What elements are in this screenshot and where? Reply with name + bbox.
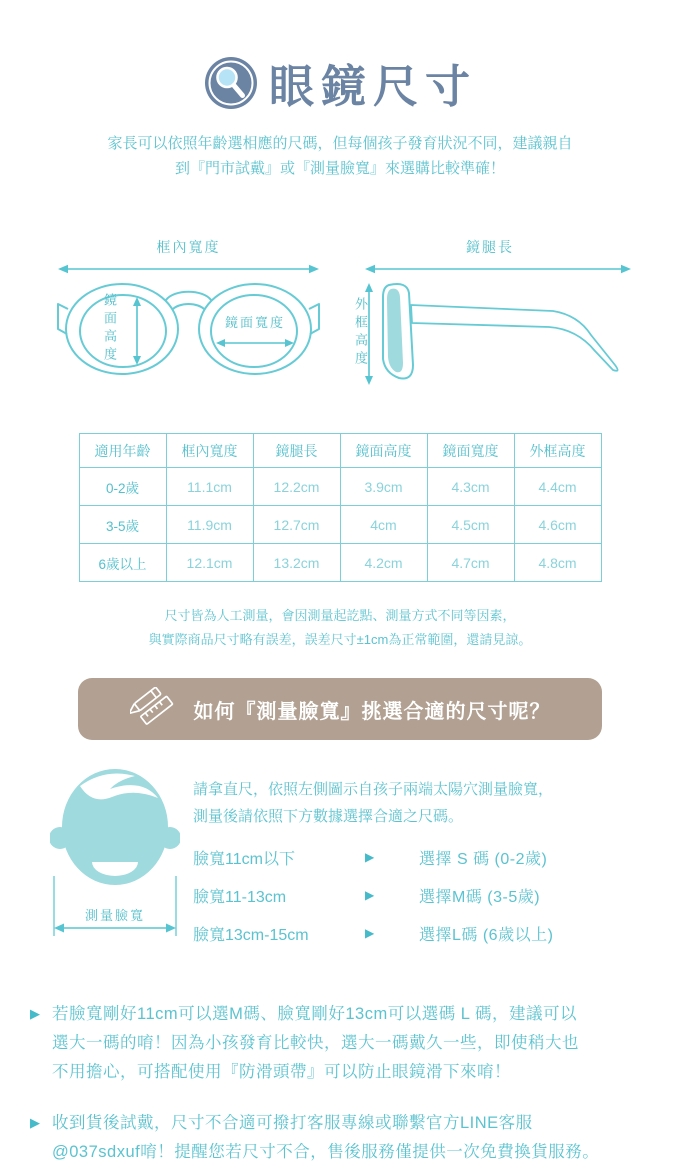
lens-width-label: 鏡面寬度 xyxy=(224,315,286,330)
arrowhead-left xyxy=(365,265,375,273)
instruction xyxy=(193,776,553,830)
how-to-banner xyxy=(78,678,602,740)
note-item xyxy=(30,1109,656,1167)
table-row xyxy=(79,544,601,582)
note-line: 選大一碼的唷！因為小孩發育比較快，選大一碼戴久一些，即使稍大也 xyxy=(52,1034,579,1052)
measure-section xyxy=(0,764,680,952)
measure-face-label: 測量臉寬 xyxy=(84,908,145,923)
page-title: 眼鏡尺寸 xyxy=(268,61,477,112)
banner-title: 如何『測量臉寬』挑選合適的尺寸呢？ xyxy=(193,700,551,723)
size-rule xyxy=(193,838,553,876)
subtitle-line: 家長可以依照年齡選相應的尺碼，但每個孩子發育狀況不同，建議親自 xyxy=(107,135,573,152)
measure-text xyxy=(193,764,553,952)
cell-age: 0-2歲 xyxy=(79,468,166,506)
note-line: 若臉寬剛好11cm可以選M碼、臉寬剛好13cm可以選碼 L 碼，建議可以 xyxy=(52,1005,577,1023)
face-width-arrow xyxy=(54,924,176,933)
note-line: 不用擔心，可搭配使用『防滑頭帶』可以防止眼鏡滑下來唷！ xyxy=(52,1063,511,1081)
table-note xyxy=(0,604,680,652)
note-line: @037sdxuf唷！提醒您若尺寸不合，售後服務僅提供一次免費換貨服務。 xyxy=(52,1143,600,1161)
temple-arm xyxy=(411,305,618,371)
arrowhead-right xyxy=(309,265,319,273)
note-text xyxy=(52,1000,579,1087)
face-diagram xyxy=(50,764,180,944)
subtitle-line: 到『門市試戴』或『測量臉寬』來選購比較準確！ xyxy=(174,160,505,177)
diagrams-section xyxy=(0,237,680,417)
cell-value: 4.6cm xyxy=(514,506,601,544)
cell-value: 4.7cm xyxy=(427,544,514,582)
title-row xyxy=(0,50,680,115)
cell-value: 12.7cm xyxy=(253,506,340,544)
cell-value: 11.1cm xyxy=(166,468,253,506)
size-rules xyxy=(193,838,553,952)
side-lens xyxy=(383,284,413,378)
header xyxy=(0,0,680,181)
temple-length-label: 鏡腿長 xyxy=(466,239,514,255)
size-table-header-row xyxy=(79,434,601,468)
rule-range: 臉寬11-13cm xyxy=(193,888,287,906)
cell-value: 4.4cm xyxy=(514,468,601,506)
glasses-side-diagram xyxy=(345,237,635,417)
cell-age: 3-5歲 xyxy=(79,506,166,544)
subtitle xyxy=(0,131,680,181)
rule-range: 臉寬11cm以下 xyxy=(193,850,295,868)
lens-height-arrow xyxy=(133,297,141,365)
arrowhead-left xyxy=(58,265,68,273)
cell-value: 4.8cm xyxy=(514,544,601,582)
rule-result: 選擇 S 碼 (0-2歲) xyxy=(419,850,548,868)
note-text xyxy=(52,1109,599,1167)
col-header: 適用年齡 xyxy=(79,434,166,468)
cell-value: 12.1cm xyxy=(166,544,253,582)
cell-value: 3.9cm xyxy=(340,468,427,506)
col-header: 外框高度 xyxy=(514,434,601,468)
bullet-arrow-icon: ▶ xyxy=(30,1006,40,1021)
size-table xyxy=(79,433,602,582)
instruction-line: 請拿直尺，依照左側圖示自孩子兩端太陽穴測量臉寬， xyxy=(193,781,554,798)
frame-height-label: 外框高度 xyxy=(353,297,368,369)
col-header: 鏡面寬度 xyxy=(427,434,514,468)
rule-result: 選擇M碼 (3-5歲) xyxy=(419,888,541,906)
frame-inner-width-label: 框內寬度 xyxy=(156,239,221,255)
rule-arrow-icon: ▶ xyxy=(365,926,375,940)
arrowhead-right xyxy=(621,265,631,273)
glasses-front-drawing xyxy=(56,261,321,411)
instruction-line: 測量後請依照下方數據選擇合適之尺碼。 xyxy=(193,808,464,825)
table-row xyxy=(79,506,601,544)
col-header: 框內寬度 xyxy=(166,434,253,468)
bullet-arrow-icon: ▶ xyxy=(30,1115,40,1130)
cell-value: 11.9cm xyxy=(166,506,253,544)
col-header: 鏡腿長 xyxy=(253,434,340,468)
notes-section xyxy=(0,1000,680,1167)
lens-width-arrow xyxy=(216,339,294,347)
glasses-front-diagram xyxy=(56,237,321,417)
table-row xyxy=(79,468,601,506)
cell-value: 12.2cm xyxy=(253,468,340,506)
rule-arrow-icon: ▶ xyxy=(365,888,375,902)
rule-arrow-icon: ▶ xyxy=(365,850,375,864)
magnifier-icon xyxy=(203,55,259,111)
note-line: 收到貨後試戴，尺寸不合適可撥打客服專線或聯繫官方LINE客服 xyxy=(52,1114,533,1132)
cell-value: 4.3cm xyxy=(427,468,514,506)
size-rule xyxy=(193,876,553,914)
cell-value: 4cm xyxy=(340,506,427,544)
size-rule xyxy=(193,914,553,952)
cell-value: 13.2cm xyxy=(253,544,340,582)
table-note-line: 與實際商品尺寸略有誤差，誤差尺寸±1cm為正常範圍，還請見諒。 xyxy=(148,632,532,647)
cell-value: 4.2cm xyxy=(340,544,427,582)
col-header: 鏡面高度 xyxy=(340,434,427,468)
rule-range: 臉寬13cm-15cm xyxy=(193,926,309,944)
note-item xyxy=(30,1000,656,1087)
table-note-line: 尺寸皆為人工測量，會因測量起訖點、測量方式不同等因素， xyxy=(164,608,516,623)
lens-height-label: 鏡面高度 xyxy=(102,293,117,365)
pencil-ruler-icon xyxy=(130,687,180,731)
cell-value: 4.5cm xyxy=(427,506,514,544)
rule-result: 選擇L碼 (6歲以上) xyxy=(419,926,554,944)
cell-age: 6歲以上 xyxy=(79,544,166,582)
glasses-side-drawing xyxy=(345,261,635,411)
